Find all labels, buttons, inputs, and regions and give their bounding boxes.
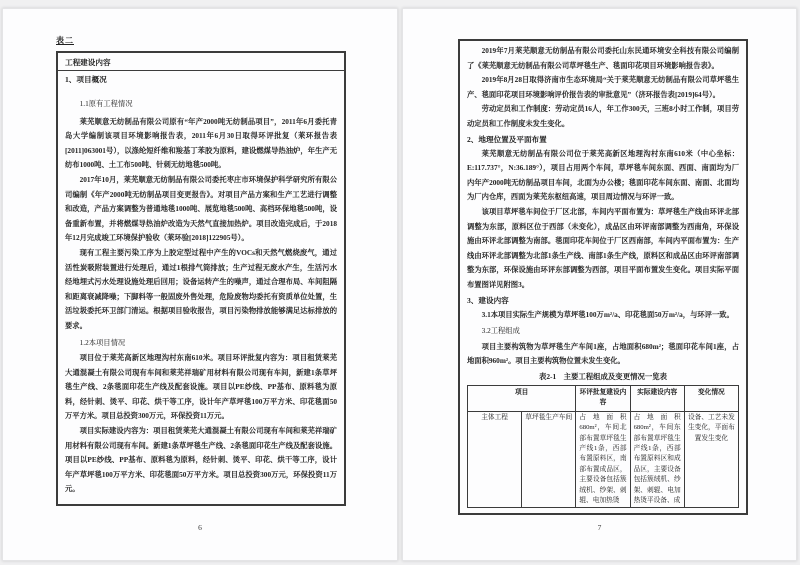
subsection-1-1: 1.1原有工程情况	[79, 99, 133, 108]
paragraph: 莱芜顺意无纺制品有限公司原有“年产2000吨无纺制品项目”，2011年6月委托青岛大学编制该项目环境影响报告表，2011年6月30日取得环评批复（莱环报告表[2011]063001号），以涤纶短纤维和羧基丁苯胶为原料，建设燃煤导热油炉，年生产无纺布1000吨、土工布500吨、针刺无纺地毯500吨。	[65, 116, 337, 170]
paragraph: 项目位于莱芜高新区地理沟村东南610米。项目环评批复内容为：项目租赁莱芜大通混凝土有限公司现有车间和莱芜祥瑞矿用材料有限公司现有车间，新建1条草坪毯生产线、2条毯面印花生产线及配套设施。项目以PE纱线、PP基布、原料毯为原料，经针刺、烫平、印花、烘干等工序，设计年产草坪毯100万平方米、印花毯面50万平方米。项目总投资300万元，环保投资11万元。	[65, 353, 337, 421]
paragraph: 项目主要构筑物为草坪毯生产车间1座，占地面积680m²；毯面印花车间1座，占地面积960m²。项目主要构筑物位置未发生变化。	[467, 341, 739, 366]
table-header-actual: 实际建设内容	[630, 385, 684, 411]
box-title: 工程建设内容	[58, 56, 344, 71]
table-cell-change: 设备、工艺未发生变化，平面布置发生变化	[684, 411, 738, 508]
paragraph: 莱芜顺意无纺制品有限公司位于莱芜高新区地理沟村东南610米（中心坐标：E:117.737°，N:36.189°），项目占用两个车间，草坪毯车间东面、西面、南面均为厂内年产2000吨无纺制品项目车间，北面为办公楼；毯面印花车间东面、南面、北面均为厂内仓库，西面为莱芜东枢纽高速，项目周边情况与环评一致。	[467, 148, 739, 202]
table-cell-approved: 占地面积680m²，车间北部布置草坪毯生产线1条，西部布置原料区，南部布置成品区，主要设备包括簇绒机、纱架、刺辊、电加热烫	[576, 411, 630, 508]
content-box-left	[56, 51, 346, 506]
table-cell-group: 主体工程	[468, 411, 522, 508]
project-change-table	[467, 385, 739, 508]
paragraph: 劳动定员和工作制度：劳动定员16人，年工作300天，三班8小时工作制，项目劳动定员和工作制度未发生变化。	[467, 104, 739, 128]
paragraph: 2019年8月28日取得济南市生态环境局“关于莱芜顺意无纺制品有限公司草坪毯生产、毯面印花项目环境影响评价报告表的审批意见”（济环报告表[2019]64号）。	[467, 75, 739, 99]
table-header-item: 项目	[468, 385, 576, 411]
section-heading-3: 3、建设内容	[467, 295, 509, 305]
paragraph: 3.1本项目实际生产规模为草坪毯100万m²/a、印花毯面50万m²/a，与环评一致。	[481, 309, 734, 319]
table-caption: 表2-1 主要工程组成及变更情况一览表	[538, 371, 668, 381]
document-page-right	[402, 8, 797, 561]
table-header-approved: 环评批复建设内容	[576, 385, 630, 411]
paragraph: 现有工程主要污染工序为上胶定型过程中产生的VOCs和天然气燃烧废气，通过活性炭吸附装置进行处理后，通过1根排气筒排放；生产过程无废水产生，生活污水经地埋式污水处理设施处理后回用；设备运转产生的噪声，通过合理布局、车间阻隔和距离衰减降噪；下脚料等一般固废外售处理，危险废物均委托有资质单位处置，生活垃圾委托环卫部门清运。根据项目验收报告，项目污染物排放能够满足达标排放的要求。	[65, 247, 337, 330]
paragraph: 2017年10月，莱芜顺意无纺制品有限公司委托枣庄市环境保护科学研究所有限公司编制《年产2000吨无纺制品项目变更报告》。对项目产品方案和生产工艺进行调整和改造，产品方案调整为普通地毯1000吨、展览地毯500吨、高档环保地毯500吨，设备重新布置，并将燃煤导热油炉改造为天然气直接加热炉。项目改造完成后，于2018年12月完成竣工环境保护验收（莱环验[2018]122905号）。	[65, 174, 337, 243]
subsection-3-2: 3.2工程组成	[481, 326, 520, 336]
table-cell-actual: 占地面积680m²，车间东部布置草坪毯生产线1条，西部布置原料区和成品区，主要设备包括簇绒机、纱架、刺辊、电加热烫平设备、成	[630, 411, 684, 508]
table-header-row	[468, 385, 739, 411]
paragraph: 2019年7月莱芜顺意无纺制品有限公司委托山东民通环境安全科技有限公司编制了《莱芜顺意无纺制品有限公司草坪毯生产、毯面印花项目环境影响报告表》。	[467, 46, 739, 70]
paragraph: 该项目草坪毯车间位于厂区北部，车间内平面布置为：草坪毯生产线由环评北部调整为东部，原料区位于西部（未变化），成品区由环评南部调整为西南角，环保设施由环评北部调整为南部。毯面印花车间位于厂区西南部，车间内平面布置为：生产线由环评北部调整为北部1条生产线、南部1条生产线，原料区和成品区由环评南部调整为东部，环保设施由环评东部调整为西部，项目平面布置发生变化。项目实际平面布置图详见附图3。	[467, 206, 739, 289]
page-number: 7	[597, 523, 602, 532]
document-page-left	[2, 8, 398, 561]
paragraph: 项目实际建设内容为：项目租赁莱芜大通混凝土有限公司现有车间和莱芜祥瑞矿用材料有限公司现有车间。新建1条草坪毯生产线、2条毯面印花生产线及配套设施。项目以PE纱线、PP基布、原料毯为原料，经针刺、烫平、印花、烘干等工序，设计年产草坪毯100万平方米、印花毯面50万平方米。项目总投资300万元，环保投资11万元。	[65, 426, 337, 494]
page-number: 6	[198, 523, 202, 532]
subsection-1-2: 1.2本项目情况	[79, 337, 126, 347]
table-cell-name: 草坪毯生产车间	[522, 411, 576, 508]
section-heading-2: 2、地理位置及平面布置	[467, 134, 547, 144]
table-header-change: 变化情况	[684, 385, 738, 411]
table-row	[468, 411, 739, 508]
section-heading-1: 1、项目概况	[65, 75, 107, 84]
form-section-label: 表二	[56, 36, 74, 45]
content-box-right	[458, 39, 748, 515]
